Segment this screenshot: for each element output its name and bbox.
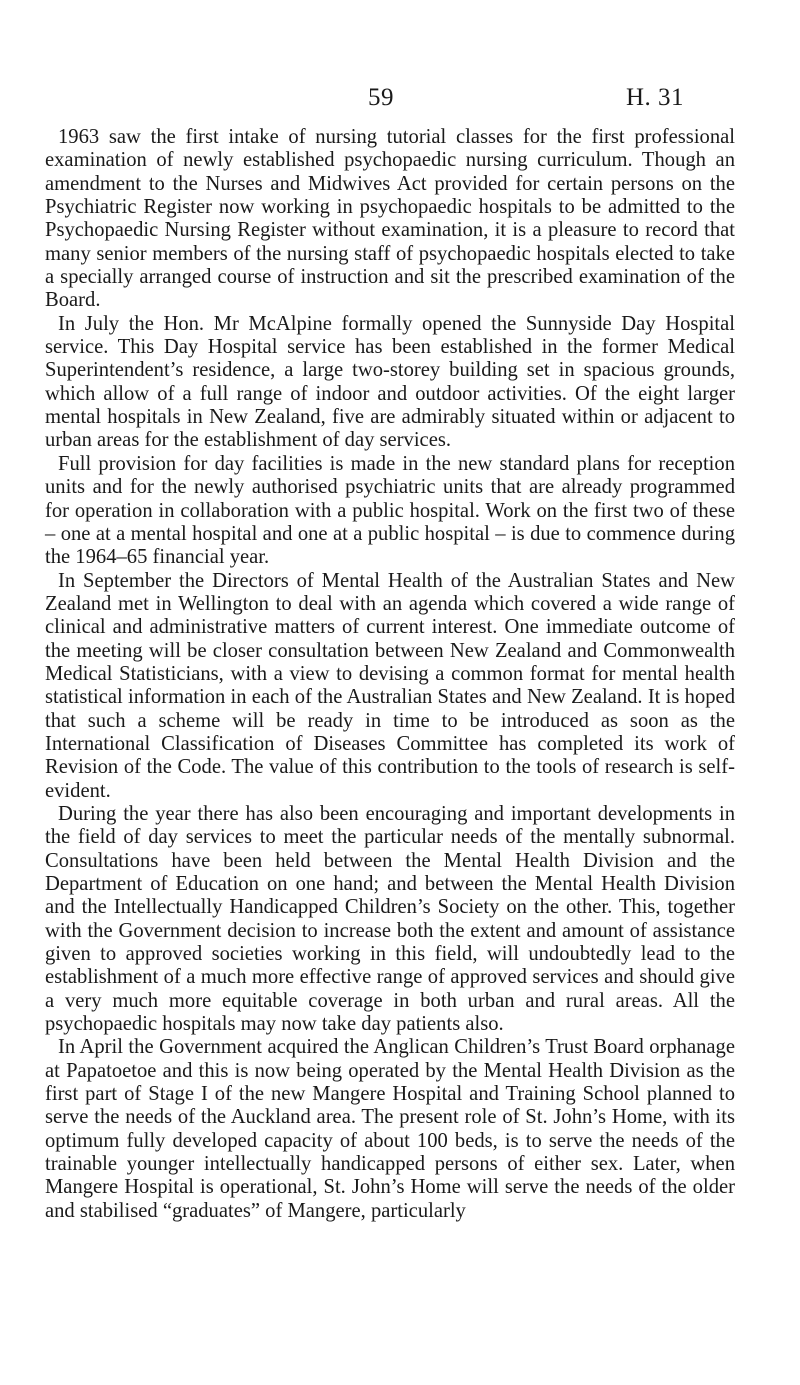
paragraph-mangere-hospital: In April the Government acquired the Anglican Children’s Trust Board orphanage at Papatoetoe and this is now being operated by the Mental Health Division as the first part of Stage I of the new Mangere Hospital and Training School planned to serve the needs of the Auckland area. The present role of St. John’s Home, with its optimum fully developed capacity of about 100 beds, is to serve the needs of the trainable younger intellectually handicapped persons of either sex. Later, when Mangere Hospital is operational, St. John’s Home will serve the needs of the older and stabilised “graduates” of Mangere, particularly [45,1036,735,1222]
paragraph-day-hospital: In July the Hon. Mr McAlpine formally opened the Sunnyside Day Hospital service. This Day Hospital service has been established in the former Medical Superintendent’s residence, a large two-storey building set in spacious grounds, which allow of a full range of indoor and outdoor activities. Of the eight larger mental hospitals in New Zealand, five are admirably situated within or adjacent to urban areas for the establishment of day services. [45,312,735,452]
paragraph-directors-meeting: In September the Directors of Mental Health of the Australian States and New Zealand met in Wellington to deal with an agenda which covered a wide range of clinical and administrative matters of current interest. One immediate outcome of the meeting will be closer consultation between New Zealand and Commonwealth Medical Statisticians, with a view to devising a common format for mental health statistical information in each of the Australian States and New Zealand. It is hoped that such a scheme will be ready in time to be introduced as soon as the International Classification of Diseases Committee has completed its work of Revision of the Code. The value of this contribution to the tools of research is self-evident. [45,569,735,802]
page-number: 59 [368,84,394,111]
page-header [0,84,800,118]
body-text [45,126,735,1223]
paragraph-subnormal-services: During the year there has also been encouraging and important developments in the field of day services to meet the particular needs of the mentally subnormal. Consultations have been held between the Mental Health Division and the Department of Education on one hand; and between the Mental Health Division and the Intellectually Handicapped Children’s Society on the other. This, together with the Government decision to increase both the extent and amount of assistance given to approved societies working in this field, will undoubtedly lead to the establishment of a much more effective range of approved services and should give a very much more equitable coverage in both urban and rural areas. All the psychopaedic hospitals may now take day patients also. [45,802,735,1036]
paragraph-day-facilities: Full provision for day facilities is made in the new standard plans for reception units and for the newly authorised psychiatric units that are already programmed for operation in collaboration with a public hospital. Work on the first two of these – one at a mental hospital and one at a public hospital – is due to commence during the 1964–65 financial year. [45,452,735,569]
paragraph-nursing-classes: 1963 saw the first intake of nursing tutorial classes for the first professional examination of newly established psychopaedic nursing curriculum. Though an amendment to the Nurses and Midwives Act provided for certain persons on the Psychiatric Register now working in psychopaedic hospitals to be admitted to the Psychopaedic Nursing Register without examination, it is a pleasure to record that many senior members of the nursing staff of psychopaedic hospitals elected to take a specially arranged course of instruction and sit the prescribed examination of the Board. [45,126,735,312]
document-reference: H. 31 [625,84,684,111]
